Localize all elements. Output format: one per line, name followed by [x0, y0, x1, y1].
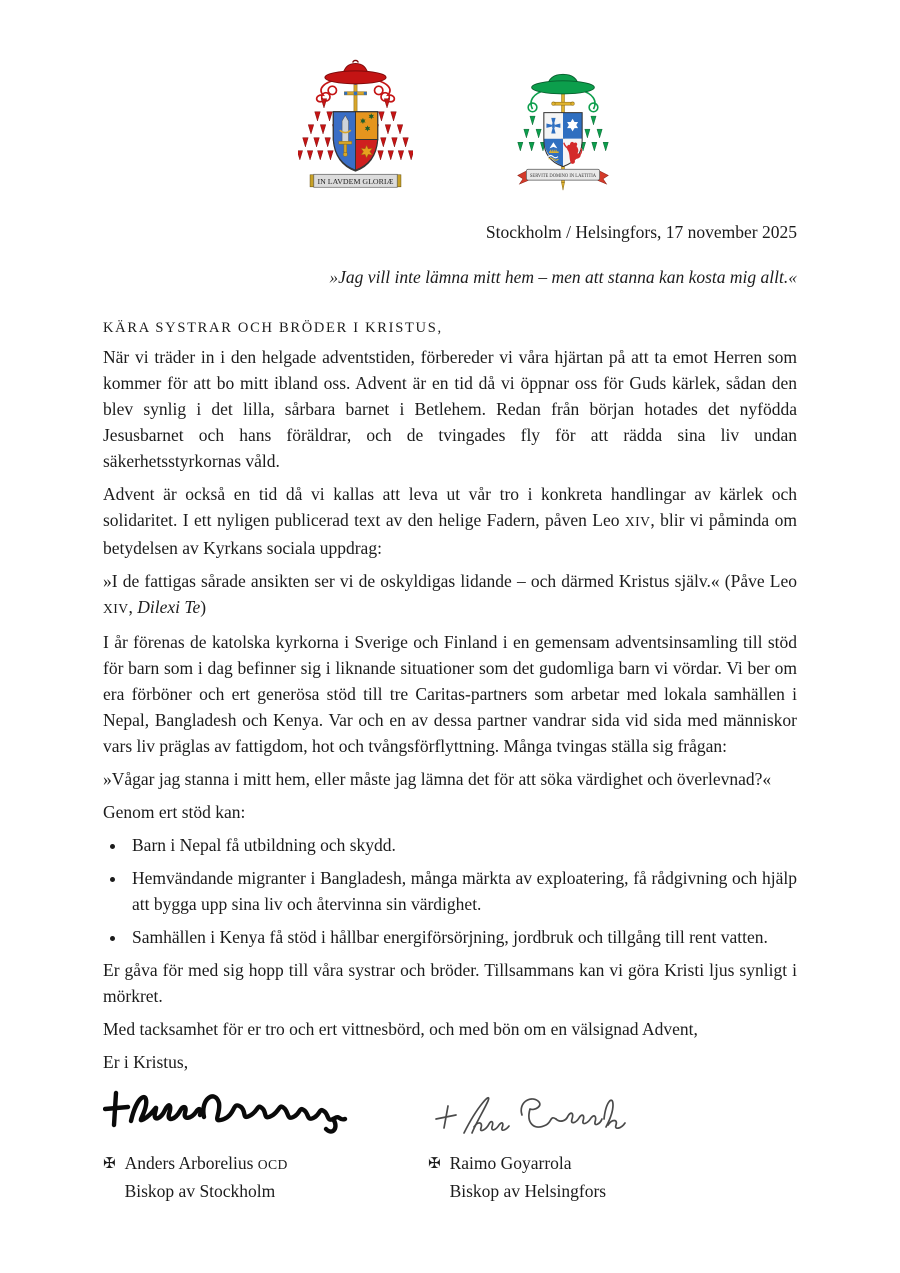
cardinal-motto: IN LAVDEM GLORIÆ — [316, 176, 394, 186]
bishop-motto: SERVITE DOMINO IN LAETITIA — [529, 173, 597, 179]
signer-arborelius — [103, 1150, 428, 1204]
letter-body — [103, 344, 797, 1075]
paragraph-text: ) — [200, 597, 207, 617]
paragraph-text: , — [128, 597, 138, 617]
paragraph-text: Advent är också en tid då vi kallas att leva ut vår tro i konkreta handlingar av kärlek och solidaritet. I ett nyligen publicerad text av den helige Fadern, påven Leo — [103, 484, 797, 530]
dateline: Stockholm / Helsingfors, 17 november 2025 — [485, 222, 797, 242]
bishop-galero-icon — [531, 74, 594, 94]
signature-row — [103, 1082, 797, 1144]
paragraph-thanks: Med tacksamhet för er tro och ert vittnesbörd, och med bön om en välsignad Advent, — [103, 1019, 698, 1039]
salutation: KÄRA SYSTRAR OCH BRÖDER I KRISTUS, — [103, 320, 443, 336]
encyclical-title: Dilexi Te — [137, 597, 201, 617]
cross-icon: ✠ — [103, 1154, 116, 1172]
paragraph-advent-intro: När vi träder in i den helgade adventstiden, förbereder vi våra hjärtan på att ta emot Herren som kommer för att bo mitt ibland oss. Advent är en tid då vi öppnar oss för Guds kärlek, sådan den blev synlig i det lilla, sårbara barnet i Betlehem. Redan från början hotades det nyfödda Jesusbarnet och hans föräldrar, och de tvingades fly för att rädda sina liv undan säkerhetsstyrkornas våld. — [103, 347, 797, 471]
bullet-item-kenya: • Samhällen i Kenya få stöd i hållbar energiförsörjning, jordbruk och tillgång till rent vatten. — [127, 924, 797, 950]
paragraph-text: »I de fattigas sårade ansikten ser vi de oskyldigas lidande – och därmed Kristus själv.« (Påve Leo — [103, 571, 797, 591]
bullet-item-bangladesh: • Hemvändande migranter i Bangladesh, många märkta av exploatering, få rådgivning och hjälp att bygga upp sina liv och återvinna sin värdighet. — [127, 865, 797, 917]
paragraph-support-intro: Genom ert stöd kan: — [103, 802, 246, 822]
paragraph-collection: I år förenas de katolska kyrkorna i Sverige och Finland i en gemensam adventsinsamling till stöd för barn som i dag befinner sig i liknande situationer som det gudomliga barn vi vördar. Vi ber om era förböner och ert generösa stöd till tre Caritas-partners som arbetar med lokala samhällen i Nepal, Bangladesh och Kenya. Var och en av dessa partner vandrar sida vid sida med människor vars liv präglas av fattigdom, hot och tvångsförflyttning. Många tvingas ställa sig frågan: — [103, 632, 797, 756]
signer-postnominal: OCD — [257, 1157, 288, 1172]
signature-goyarrola — [428, 1087, 797, 1144]
signer-name-text: Anders Arborelius — [124, 1153, 254, 1173]
coats-of-arms-row — [117, 52, 797, 204]
paragraph-text: , blir vi påminda om betydelsen av Kyrkans sociala uppdrag: — [103, 510, 797, 558]
closing-line: Er i Kristus, — [103, 1052, 189, 1072]
signer-name — [125, 1150, 288, 1178]
paragraph-pope-quote — [103, 568, 797, 622]
cardinal-motto-banner — [310, 174, 401, 187]
pull-quote: »Jag vill inte lämna mitt hem – men att stanna kan kosta mig allt.« — [329, 267, 797, 287]
cardinal-coat-of-arms-icon — [298, 52, 413, 202]
bishop-coat-of-arms-icon — [509, 58, 617, 203]
signer-title: Biskop av Helsingfors — [449, 1181, 607, 1201]
signer-name-text: Raimo Goyarrola — [449, 1153, 572, 1173]
signer-goyarrola — [428, 1150, 606, 1204]
cardinal-galero-icon — [324, 60, 385, 83]
arborelius-signature-icon — [103, 1079, 365, 1139]
roman-numeral: XIV — [103, 601, 129, 616]
signer-name — [450, 1150, 607, 1178]
paragraph-question: »Vågar jag stanna i mitt hem, eller måste jag lämna det för att söka värdighet och överlevnad?« — [103, 769, 772, 789]
signer-title: Biskop av Stockholm — [124, 1181, 276, 1201]
roman-numeral: XIV — [624, 514, 651, 529]
goyarrola-signature-icon — [428, 1087, 646, 1139]
signature-arborelius — [103, 1079, 428, 1144]
paragraph-advent-action — [103, 481, 797, 561]
paragraph-gift: Er gåva för med sig hopp till våra systrar och bröder. Tillsammans kan vi göra Kristi ljus synligt i mörkret. — [103, 960, 797, 1006]
signer-names-row — [103, 1150, 797, 1204]
cross-icon: ✠ — [428, 1154, 441, 1172]
bullet-list — [103, 832, 797, 950]
bullet-item-nepal: • Barn i Nepal få utbildning och skydd. — [127, 832, 797, 858]
